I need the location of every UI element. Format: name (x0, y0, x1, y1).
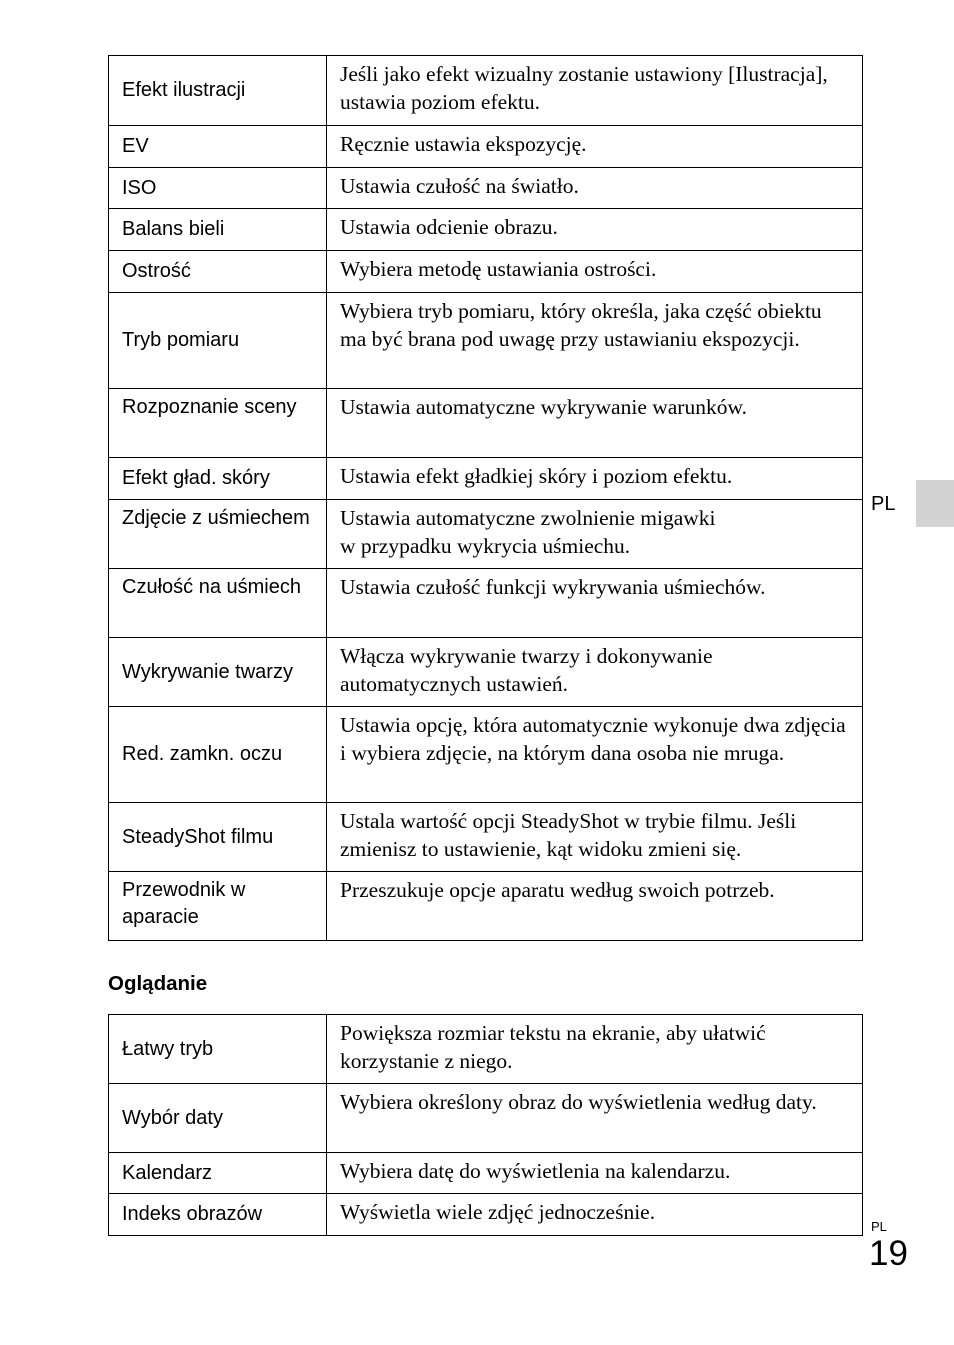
table-row (109, 126, 863, 168)
table-row (109, 500, 863, 569)
description-cell: Ustawia czułość na światło. (327, 168, 863, 209)
term-cell: Rozpoznanie sceny (109, 389, 327, 458)
description-cell: Przeszukuje opcje aparatu według swoich potrzeb. (327, 872, 863, 941)
table-row (109, 569, 863, 638)
footer-language-label: PL (871, 1219, 887, 1234)
description-cell: Wybiera tryb pomiaru, który określa, jaka część obiektu ma być brana pod uwagę przy ustawianiu ekspozycji. (327, 293, 863, 389)
term-cell: Ostrość (109, 251, 327, 293)
description-cell: Wybiera określony obraz do wyświetlenia według daty. (327, 1084, 863, 1153)
description-cell: Ustala wartość opcji SteadyShot w trybie filmu. Jeśli zmienisz to ustawienie, kąt widoku zmieni się. (327, 803, 863, 872)
description-line: Ustawia automatyczne zwolnienie migawki (340, 506, 716, 530)
description-cell: Wyświetla wiele zdjęć jednocześnie. (327, 1194, 863, 1236)
table-row (109, 1084, 863, 1153)
term-cell: Balans bieli (109, 209, 327, 251)
term-cell: Kalendarz (109, 1153, 327, 1194)
side-language-label: PL (871, 493, 896, 515)
page-number: 19 (869, 1234, 908, 1273)
term-cell: Czułość na uśmiech (109, 569, 327, 638)
description-line: w przypadku wykrycia uśmiechu. (340, 533, 631, 558)
term-cell: Efekt gład. skóry (109, 458, 327, 500)
description-cell (327, 500, 863, 569)
term-cell: Tryb pomiaru (109, 293, 327, 389)
description-cell: Włącza wykrywanie twarzy i dokonywanie automatycznych ustawień. (327, 638, 863, 707)
description-cell: Ustawia opcję, która automatycznie wykonuje dwa zdjęcia i wybiera zdjęcie, na którym dana osoba nie mruga. (327, 707, 863, 803)
description-cell: Ustawia automatyczne wykrywanie warunków. (327, 389, 863, 458)
table-row (109, 1153, 863, 1194)
table-row (109, 1015, 863, 1084)
side-tab-marker (916, 480, 954, 527)
description-cell: Ręcznie ustawia ekspozycję. (327, 126, 863, 168)
term-cell: ISO (109, 168, 327, 209)
description-cell: Wybiera datę do wyświetlenia na kalendarzu. (327, 1153, 863, 1194)
description-cell: Ustawia czułość funkcji wykrywania uśmiechów. (327, 569, 863, 638)
section-heading: Oglądanie (108, 972, 208, 995)
term-cell: Red. zamkn. oczu (109, 707, 327, 803)
table-row (109, 707, 863, 803)
table-row (109, 389, 863, 458)
term-cell: Łatwy tryb (109, 1015, 327, 1084)
table-row (109, 56, 863, 126)
table-row (109, 1194, 863, 1236)
description-cell: Powiększa rozmiar tekstu na ekranie, aby ułatwić korzystanie z niego. (327, 1015, 863, 1084)
term-cell: Wybór daty (109, 1084, 327, 1153)
table-row (109, 803, 863, 872)
term-cell: Efekt ilustracji (109, 56, 327, 126)
settings-table (108, 55, 863, 941)
term-cell: Zdjęcie z uśmiechem (109, 500, 327, 569)
description-cell: Jeśli jako efekt wizualny zostanie ustawiony [Ilustracja], ustawia poziom efektu. (327, 56, 863, 126)
table-row (109, 251, 863, 293)
term-cell: SteadyShot filmu (109, 803, 327, 872)
description-cell: Ustawia odcienie obrazu. (327, 209, 863, 251)
term-cell: Przewodnik w aparacie (109, 872, 327, 941)
term-cell: EV (109, 126, 327, 168)
table-row (109, 638, 863, 707)
term-cell: Wykrywanie twarzy (109, 638, 327, 707)
viewing-table (108, 1014, 863, 1236)
description-cell: Ustawia efekt gładkiej skóry i poziom efektu. (327, 458, 863, 500)
table-row (109, 872, 863, 941)
term-cell: Indeks obrazów (109, 1194, 327, 1236)
table-row (109, 458, 863, 500)
table-row (109, 168, 863, 209)
table-row (109, 209, 863, 251)
table-row (109, 293, 863, 389)
description-cell: Wybiera metodę ustawiania ostrości. (327, 251, 863, 293)
